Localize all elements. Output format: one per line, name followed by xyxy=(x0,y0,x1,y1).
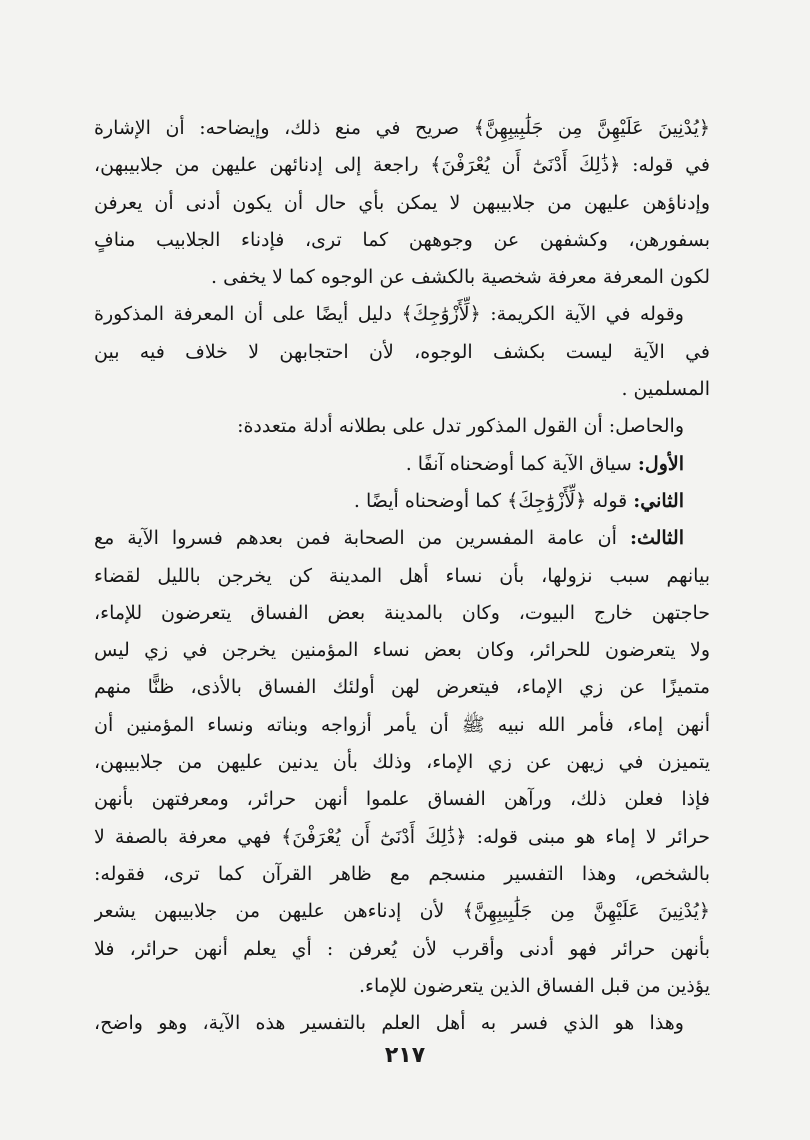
list-label-second: الثاني: xyxy=(633,489,684,512)
text-line: حاجتهن خارج البيوت، وكان بالمدينة بعض الفساق يتعرضون للإماء، xyxy=(94,601,710,624)
text-line: المسلمين . xyxy=(621,378,710,401)
list-text-first: سياق الآية كما أوضحناه آنفًا . xyxy=(405,452,638,475)
text-line: والحاصل: أن القول المذكور تدل على بطلانه أدلة متعددة: xyxy=(237,415,684,438)
text-line: بسفورهن، وكشفهن عن وجوههن كما ترى، فإدناء الجلابيب منافٍ xyxy=(94,228,710,251)
text-line: بأنهن حرائر فهو أدنى وأقرب لأن يُعرفن : أي يعلم أنهن حرائر، فلا xyxy=(94,937,710,960)
text-line: فإذا فعلن ذلك، ورآهن الفساق علموا أنهن حرائر، ومعرفتهن بأنهن xyxy=(94,788,710,811)
page-number: ٢١٧ xyxy=(384,1043,426,1068)
list-text-third: أن عامة المفسرين من الصحابة فمن بعدهم فسروا الآية مع xyxy=(94,527,630,550)
text-line: ﴿يُدْنِينَ عَلَيْهِنَّ مِن جَلَٰبِيبِهِنَّ﴾ صريح في منع ذلك، وإيضاحه: أن الإشارة xyxy=(94,117,710,139)
text-line: بالشخص، وهذا التفسير منسجم مع ظاهر القرآن كما ترى، فقوله: xyxy=(94,862,710,885)
text-line: ولا يتعرضون للحرائر، وكان بعض نساء المؤمنين يخرجن في زي ليس xyxy=(94,639,710,662)
text-line: ﴿يُدْنِينَ عَلَيْهِنَّ مِن جَلَٰبِيبِهِنَّ﴾ لأن إدناءهن عليهن من جلابيبهن يشعر xyxy=(94,900,710,923)
list-item-third xyxy=(94,520,710,557)
list-label-first: الأول: xyxy=(637,452,684,475)
text-line: متميزًا عن زي الإماء، فيتعرض لهن أولئك الفساق بالأذى، ظنًّا منهم xyxy=(94,676,710,699)
text-line: وقوله في الآية الكريمة: ﴿لِّأَزْوَٰجِكَ﴾ دليل أيضًا على أن المعرفة المذكورة xyxy=(94,303,684,326)
text-line: بيانهم سبب نزولها، بأن نساء أهل المدينة كن يخرجن بالليل لقضاء xyxy=(94,564,710,587)
text-line: يؤذين من قبل الفساق الذين يتعرضون للإماء. xyxy=(359,974,710,997)
text-line: حرائر لا إماء هو مبنى قوله: ﴿ذَٰلِكَ أَدْنَىٰٓ أَن يُعْرَفْنَ﴾ فهي معرفة بالصفة لا xyxy=(94,825,710,848)
text-line: أنهن إماء، فأمر الله نبيه ﷺ أن يأمر أزواجه وبناته ونساء المؤمنين أن xyxy=(94,713,710,736)
list-item-second xyxy=(94,483,710,520)
list-label-third: الثالث: xyxy=(629,527,684,550)
body-text xyxy=(94,110,710,1042)
list-text-second: قوله ﴿لِّأَزْوَٰجِكَ﴾ كما أوضحناه أيضًا . xyxy=(353,489,634,512)
text-line: في الآية ليست بكشف الوجوه، لأن احتجابهن لا خلاف فيه بين xyxy=(94,340,710,363)
text-line: وإدناؤهن عليهن من جلابيبهن لا يمكن بأي حال أن يكون أدنى أن يعرفن xyxy=(94,191,710,214)
list-item-first xyxy=(94,446,710,483)
text-line: لكون المعرفة معرفة شخصية بالكشف عن الوجوه كما لا يخفى . xyxy=(211,266,710,289)
text-line: وهذا هو الذي فسر به أهل العلم بالتفسير هذه الآية، وهو واضح، xyxy=(94,1012,684,1035)
text-line: في قوله: ﴿ذَٰلِكَ أَدْنَىٰٓ أَن يُعْرَفْنَ﴾ راجعة إلى إدنائهن عليهن من جلابيبهن، xyxy=(94,154,710,177)
text-line: يتميزن في زيهن عن زي الإماء، وذلك بأن يدنين عليهن من جلابيبهن، xyxy=(94,751,710,774)
